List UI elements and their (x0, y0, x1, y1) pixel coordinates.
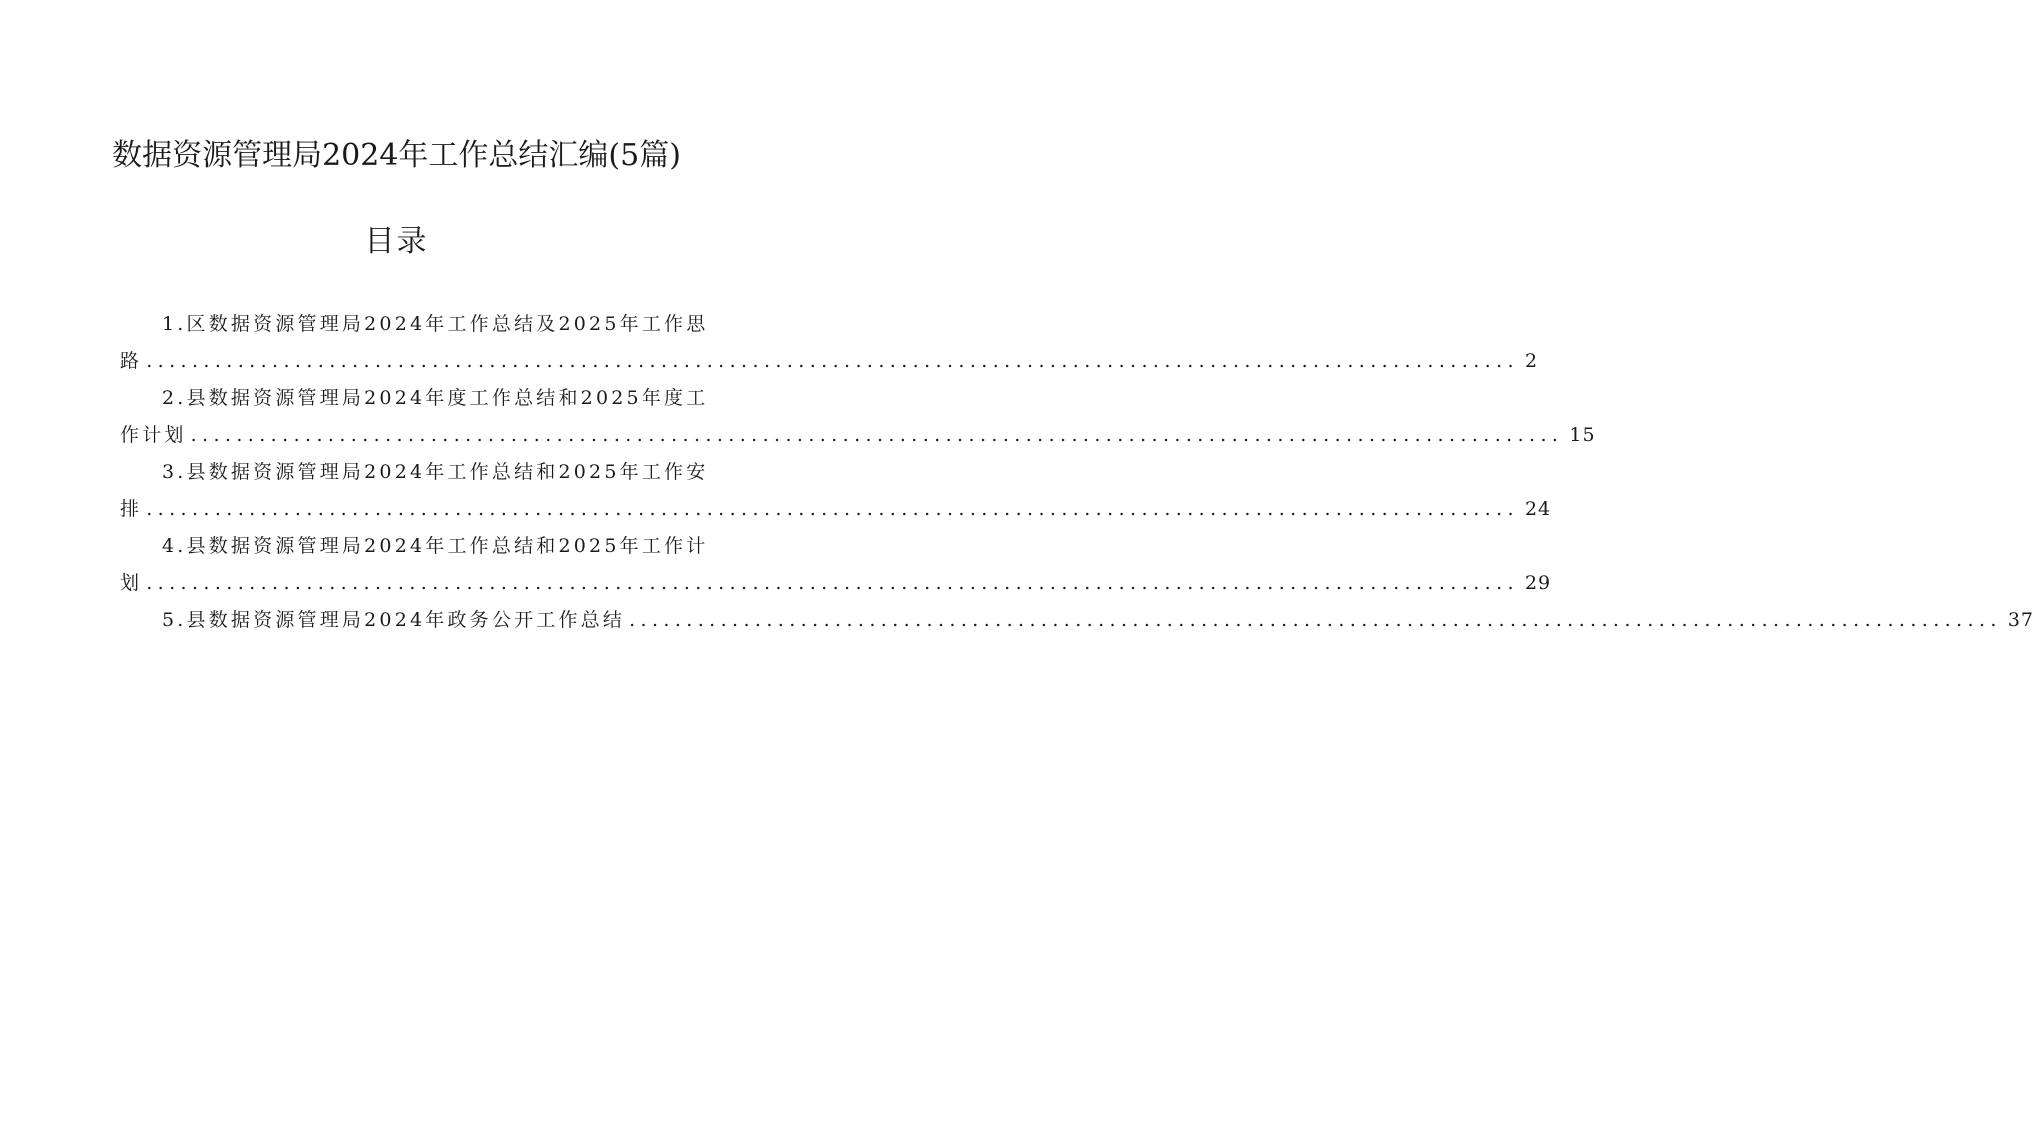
toc-entry-title: 5.县数据资源管理局2024年政务公开工作总结 (162, 609, 626, 631)
toc-heading: 目录 (364, 224, 429, 259)
toc-entry-4[interactable] (120, 528, 1552, 602)
toc-entry-2[interactable] (120, 380, 1596, 454)
dot-leader: ........................................................................................................................ (146, 572, 1519, 594)
toc-entry-5[interactable] (120, 602, 2034, 639)
toc-entry-title-continued: 路 (120, 350, 143, 372)
toc-entry-title: 4.县数据资源管理局2024年工作总结和2025年工作计 (162, 535, 709, 557)
toc-entry-title: 1.区数据资源管理局2024年工作总结及2025年工作思 (162, 313, 709, 335)
dot-leader: ........................................................................................................................ (146, 350, 1519, 372)
toc-entry-title-continued: 划 (120, 572, 143, 594)
toc-entry-title-continued: 作计划 (120, 424, 187, 446)
toc-entry-1[interactable] (120, 306, 1539, 380)
dot-leader: ........................................................................................................................ (629, 609, 2002, 631)
dot-leader: ........................................................................................................................ (190, 424, 1564, 446)
toc-page-number: 2 (1524, 350, 1539, 372)
document-title: 数据资源管理局2024年工作总结汇编(5篇) (112, 138, 681, 173)
toc-entry-3[interactable] (120, 454, 1552, 528)
toc-page-number: 15 (1569, 424, 1596, 446)
toc-page-number: 24 (1524, 498, 1552, 520)
toc-entry-title: 2.县数据资源管理局2024年度工作总结和2025年度工 (162, 387, 709, 409)
toc-page-number: 37 (2007, 609, 2034, 631)
dot-leader: ........................................................................................................................ (146, 498, 1519, 520)
toc-page-number: 29 (1524, 572, 1552, 594)
toc-entry-title: 3.县数据资源管理局2024年工作总结和2025年工作安 (162, 461, 709, 483)
table-of-contents (120, 306, 2034, 639)
toc-entry-title-continued: 排 (120, 498, 143, 520)
